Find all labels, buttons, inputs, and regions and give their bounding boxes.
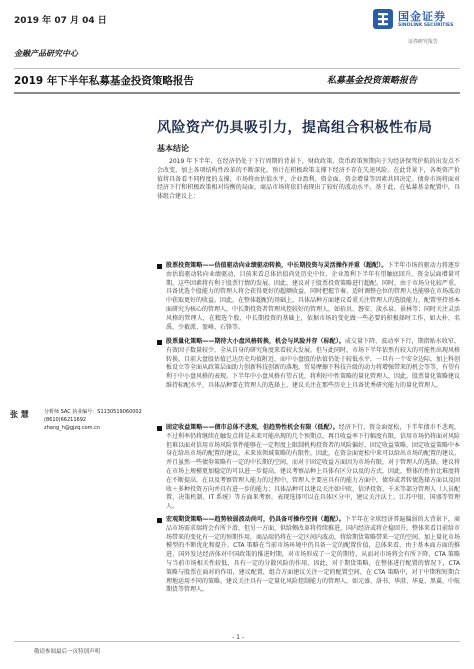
bullet-quant-strategy — [157, 338, 460, 391]
footer-divider — [14, 641, 460, 642]
logo-name-en: SINOLINK SECURITIES — [398, 23, 454, 28]
bullet-macro-futures-strategy — [157, 516, 460, 595]
bullet-square-icon — [157, 518, 162, 523]
header-divider — [14, 68, 460, 69]
bullet-text: 经济下行、资金面宽松，下半年债市不悲观，不过利率仍将继续在触发点将是未来可能出现的几个预期点，再且收益率下行幅度有限，信用市场仍将面对风险但难以面对信用市场风险事件能够在一定程度上限制机构投资者的风险偏好，固定收益策略，固定收益策略中本身在给出市场的配置的建议，未来该领域策略的有限性，因此，在资金面宽松中来可以给出市场的配置的建议。并且虽然一些债券策略有一定的中长期的空间，而对于固定收益方面因为市场有限，对于管理人的选择，建议将在市场上规模更加稳定的可以进一步提高，建议考察品种上具体有区分以及的方式，因此，整体的性价比难度将在不断提高，在以及考察管理人能力的过程中，管理人主要应具有的能力方面中，债券或者转债选择方面以及固收＋多种投资方向并具有进一步的能力；具体品种可以建议关注如中欧、信泽投资、千禾等部分管理人（人员配置、决策机制、IT 系统）等方面来考察。表现选择可以在具体区分中，建议关注沃土、江苏中银、国盛等管理人。 — [166, 424, 461, 511]
bullet-text: 下半年市场的驱动力将逐步由估值驱动转向业绩驱动，目前来看总体估值尚处历史中位，企业盈利下半年有望触底回升，资金层面增量可期，这些因素将有利于股票行情的发展。因此，建议对于股票投资策略进行超配。同时，由于市场分化较严重，具备优选个股能力的管理人将会获得更好的超额收益，同时把握节奏、适时调整仓位的管理人也能够在市场波动中获取更好的收益。因此，在整体超配的基础上，具体品种方面建议看重关注管理人的选股能力，配置坚持基本面研究为核心的管理人，中长期投资者管理风控较好的管理人，如拾贝、磐安、淡水泉、景林等；同时关注灵活风格的管理人，在精选个股、中长期投资的基础上，依据市场的变化做一些必要的积极择时工作，如大朴、名禹、少薮派、盈峰、石锋等。 — [166, 262, 461, 331]
section-title: 基本结论 — [157, 144, 189, 153]
bullet-heading: 股票量化策略——期待大小盘风格转换，机会与风险并存（标配）。 — [166, 338, 345, 345]
bullet-heading: 固定收益策略——债市总体不悲观，但趋势性机会有限（低配）。 — [166, 424, 339, 431]
analyst-email[interactable]: zhang_h@gjzq.com.cn — [44, 425, 101, 431]
analyst-cert: 分析师 SAC 执业编号：S1130519060002 — [44, 409, 142, 415]
footer-disclaimer: 敬请参阅最后一页特别声明 — [34, 649, 101, 655]
bullet-heading: 股票投资策略——估值驱动向业绩驱动转换，中长期投资与灵活操作并重（超配）。 — [166, 262, 388, 269]
company-logo — [372, 8, 468, 48]
bullet-square-icon — [157, 264, 162, 269]
logo-subtitle: 证券研究报告 — [408, 39, 439, 45]
header-thick-divider — [14, 92, 460, 94]
bullet-heading: 宏观期货策略——趋势较弱波动尚可，仍具备可操作空间（超配）。 — [166, 516, 345, 523]
bullet-square-icon — [157, 426, 162, 431]
logo-mark-icon — [372, 8, 394, 30]
bullet-square-icon — [157, 340, 162, 345]
analyst-phone: (8610)66211692 — [44, 417, 87, 423]
headline: 风险资产仍具吸引力，提高组合积极性布局 — [157, 120, 433, 136]
logo-name-cn: 国金证券 — [398, 10, 446, 23]
report-date: 2019 年 07 月 04 日 — [14, 16, 107, 26]
analyst-name: 张 慧 — [10, 410, 29, 419]
department-name: 金融产品研究中心 — [14, 49, 78, 58]
bullet-text: 成交量下降，波动率下行，期指贴水收窄，有效因子数量较少，全从自身的研究角度来看较大发展，但与此同时，市场下半年依然有较大的可能性出现风格转换，目前大盘股估值已达历史均值附近，而中小盘股的估值仍处于较低水平，一旦有一个安全边际，加上科创板设立等全面从政策层面助力创新科技创新的落地，贸易摩擦下科技升级的动力将增强带来的机会等等，有望有利于中小盘风格的表现。下半年中小盘风格有望占优，将利好中性策略的量化管理人，因此，股票量化策略建议维持标配水平，具体品种要在管理人的选择上，建议关注在那些历史上具备优秀研究能力的量化管理人。 — [166, 338, 461, 389]
bullet-text: 下半年在全球经济普遍偏弱的大背景下，商品市场需求端将会有所下滑，但另一方面，供给侧改革将持续推进，国内经济或将企稳回升，整体来看目前给市场带来的变化有一定的预期作用，商品端仍将在一定区间内波动，将给期货策略带来一定的空间，加上量化市场模型的不断优化和提升，CTA 策略在当前市场环境中仍具备一定的配置价值，总体来看，由于基本面方面的推进，国外发达经济体对中国政策的推进时期，对市场形成了一定的期待，从而对市场将会有所下降，CTA 策略与当前市场相关性较低，具有一定的分散风险的作用，因此，对于期货策略，在整体进行配置的情况下，CTA 策略与股票在面对的作用，建议配置，组合方面建议关注一定的配置空间，在 CTA 策略中，对于中期和短期合理地运用不同的策略，建议关注具有一定量化风险控制能力的管理人，如元盛、洛书、华澄、华夏、黑翼、中航期货等管理人。 — [166, 516, 461, 594]
intro-paragraph: 2019 年下半年，在经济仍处于下行周期的背景下，财政政策、货币政策预期向于为经济保驾护航的出发点不会改变，加上各项结构性改革的不断深化，预计在积极政策支撑下经济不存在失速风险。在此背景下，各类资产价值将具备看不同程度的支撑，市场将由估值水平、企业盈利、资金面、资金增量等因素共同决定。债券市场将面对经济下行和积极政策相对均衡的局面，商品市场将依旧表现出了较好的波动水平。基于此，在私募基金配置中，具体组合建议上： — [157, 158, 460, 201]
analyst-info — [44, 408, 142, 432]
page-number: - 1 - — [232, 634, 244, 641]
report-title: 2019 年下半年私募基金投资策略报告 — [14, 75, 194, 87]
bullet-fixed-income-strategy — [157, 424, 460, 512]
bullet-stock-strategy — [157, 262, 460, 332]
report-type: 私募基金投资策略报告 — [327, 76, 418, 86]
